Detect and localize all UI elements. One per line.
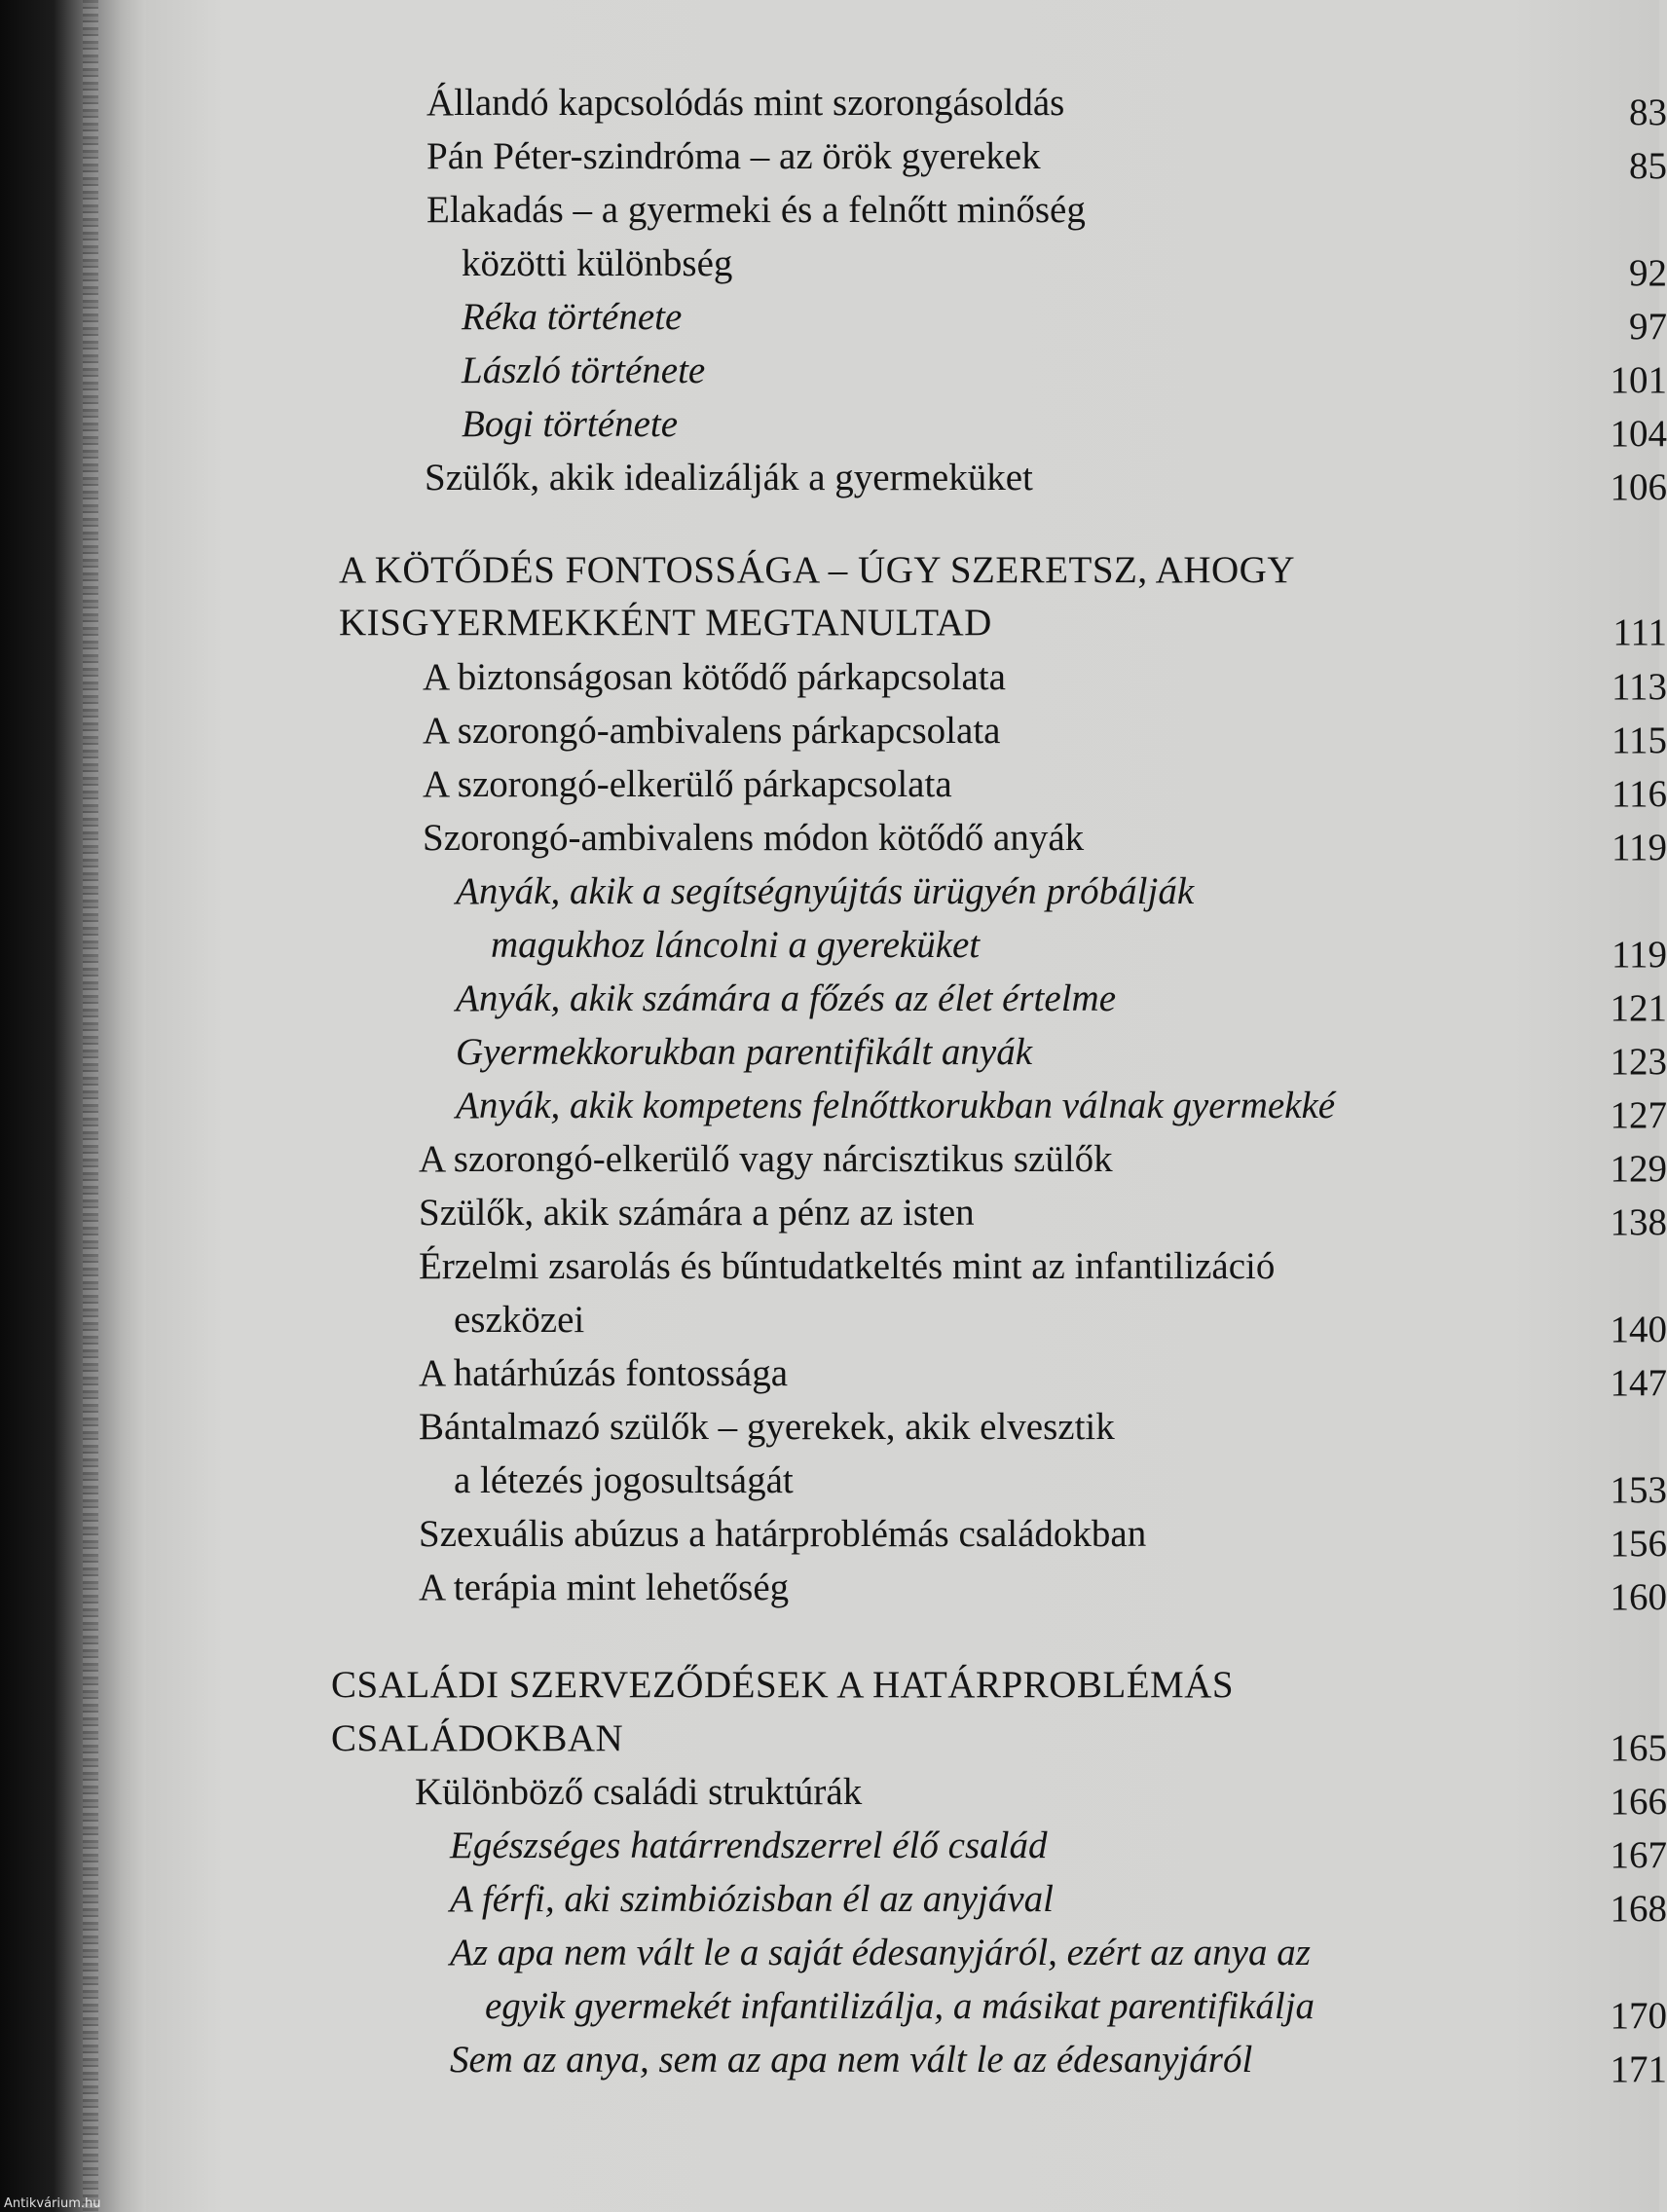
toc-page-number: 153 xyxy=(1610,1469,1667,1511)
toc-page-number: 160 xyxy=(1610,1576,1667,1618)
toc-title: Az apa nem vált le a saját édesanyjáról, ezért az anya az xyxy=(450,1932,1311,1973)
toc-entry xyxy=(146,706,1667,761)
toc-title: Anyák, akik számára a főzés az élet értelme xyxy=(456,977,1117,1019)
toc-page-number: 140 xyxy=(1610,1309,1667,1350)
toc-entry xyxy=(146,759,1667,815)
toc-title: Szorongó-ambivalens módon kötődő anyák xyxy=(423,817,1085,859)
toc-entry xyxy=(146,399,1667,455)
toc-entry xyxy=(146,239,1667,294)
chapter-title: A KÖTŐDÉS FONTOSSÁGA – ÚGY SZERETSZ, AHOGY xyxy=(339,549,1296,591)
toc-entry xyxy=(146,866,1667,917)
toc-page-number: 138 xyxy=(1610,1201,1667,1243)
toc-entry xyxy=(146,1981,1667,2037)
toc-page-number: 170 xyxy=(1610,1995,1667,2037)
toc-title: közötti különbség xyxy=(462,242,733,284)
watermark: Antikvárium.hu xyxy=(4,2196,101,2211)
toc-title: magukhoz láncolni a gyereküket xyxy=(491,924,981,966)
toc-title: A szorongó-elkerülő vagy nárcisztikus szülők xyxy=(419,1138,1113,1180)
toc-title: Szülők, akik idealizálják a gyermeküket xyxy=(425,457,1033,498)
toc-entry xyxy=(146,131,1667,187)
toc-page-number: 129 xyxy=(1610,1148,1667,1190)
toc-page-number: 166 xyxy=(1610,1781,1667,1823)
chapter-heading xyxy=(146,1660,1667,1711)
chapter-title: KISGYERMEKKÉNT MEGTANULTAD xyxy=(339,602,992,644)
toc-page-number: 119 xyxy=(1611,934,1667,976)
toc-entry xyxy=(146,920,1667,976)
toc-page-number: 101 xyxy=(1610,359,1667,401)
toc-title: Réka története xyxy=(462,296,683,338)
toc-page-number: 171 xyxy=(1610,2048,1667,2090)
toc-page-number: 92 xyxy=(1629,252,1667,294)
toc-title: Érzelmi zsarolás és bűntudatkeltés mint az infantilizáció xyxy=(419,1245,1276,1287)
toc-title: Anyák, akik a segítségnyújtás ürügyén próbálják xyxy=(456,870,1195,912)
toc-entry xyxy=(146,1928,1667,1978)
toc-title: Bogi története xyxy=(462,403,679,445)
toc-entry xyxy=(146,1563,1667,1618)
toc-entry xyxy=(146,185,1667,236)
toc-title: A határhúzás fontossága xyxy=(419,1352,789,1394)
toc-page-number: 85 xyxy=(1629,145,1667,187)
toc-page xyxy=(146,0,1667,2212)
toc-entry xyxy=(146,1767,1667,1823)
toc-page-number: 104 xyxy=(1610,413,1667,455)
book-binding xyxy=(0,0,146,2212)
toc-title: egyik gyermekét infantilizálja, a másikat parentifikálja xyxy=(485,1985,1315,2027)
toc-title: Bántalmazó szülők – gyerekek, akik elvesztik xyxy=(419,1406,1115,1448)
toc-title: Anyák, akik kompetens felnőttkorukban válnak gyermekké xyxy=(456,1085,1336,1126)
toc-entry xyxy=(146,1402,1667,1453)
toc-page-number: 97 xyxy=(1629,306,1667,348)
toc-page-number: 147 xyxy=(1610,1362,1667,1404)
toc-page-number: 83 xyxy=(1629,92,1667,133)
toc-title: Állandó kapcsolódás mint szorongásoldás xyxy=(426,82,1065,124)
toc-entry xyxy=(146,1241,1667,1292)
toc-title: Különböző családi struktúrák xyxy=(415,1771,863,1813)
toc-entry xyxy=(146,1188,1667,1243)
toc-page-number: 106 xyxy=(1610,466,1667,508)
toc-page-number: 113 xyxy=(1611,666,1667,708)
toc-title: Elakadás – a gyermeki és a felnőtt minőség xyxy=(426,189,1086,231)
toc-title: Gyermekkorukban parentifikált anyák xyxy=(456,1031,1033,1073)
toc-page-number: 111 xyxy=(1612,611,1667,653)
toc-page-number: 119 xyxy=(1611,827,1667,868)
toc-title: László története xyxy=(462,350,706,391)
toc-entry xyxy=(146,1456,1667,1511)
toc-title: a létezés jogosultságát xyxy=(454,1459,794,1501)
toc-title: A szorongó-elkerülő párkapcsolata xyxy=(423,763,952,805)
toc-entry xyxy=(146,346,1667,401)
toc-title: A szorongó-ambivalens párkapcsolata xyxy=(423,710,1001,752)
toc-entry xyxy=(146,813,1667,868)
toc-entry xyxy=(146,652,1667,708)
binding-edge xyxy=(83,0,98,2212)
toc-title: A biztonságosan kötődő párkapcsolata xyxy=(423,656,1006,698)
chapter-heading xyxy=(146,598,1667,653)
toc-entry xyxy=(146,1295,1667,1350)
toc-page-number: 156 xyxy=(1610,1523,1667,1565)
toc-page-number: 127 xyxy=(1610,1094,1667,1136)
chapter-title: CSALÁDOKBAN xyxy=(331,1717,624,1759)
toc-page-number: 115 xyxy=(1611,719,1667,761)
toc-title: Pán Péter-szindróma – az örök gyerekek xyxy=(426,135,1041,177)
toc-page-number: 167 xyxy=(1610,1834,1667,1876)
toc-entry xyxy=(146,292,1667,348)
toc-title: Szülők, akik számára a pénz az isten xyxy=(419,1192,975,1234)
toc-entry xyxy=(146,78,1667,133)
toc-title: Szexuális abúzus a határproblémás családokban xyxy=(419,1513,1147,1555)
toc-entry xyxy=(146,1027,1667,1083)
toc-entry xyxy=(146,1821,1667,1876)
toc-title: eszközei xyxy=(454,1299,585,1341)
chapter-heading xyxy=(146,1714,1667,1769)
toc-page-number: 116 xyxy=(1611,773,1667,815)
chapter-title: CSALÁDI SZERVEZŐDÉSEK A HATÁRPROBLÉMÁS xyxy=(331,1664,1235,1706)
toc-title: A férfi, aki szimbiózisban él az anyjával xyxy=(450,1878,1055,1920)
toc-entry xyxy=(146,453,1667,508)
toc-entry xyxy=(146,1081,1667,1136)
toc-entry xyxy=(146,2035,1667,2090)
toc-entry xyxy=(146,974,1667,1029)
toc-page-number: 168 xyxy=(1610,1888,1667,1930)
toc-page-number: 121 xyxy=(1610,987,1667,1029)
toc-title: Sem az anya, sem az apa nem vált le az édesanyjáról xyxy=(450,2039,1253,2081)
toc-title: Egészséges határrendszerrel élő család xyxy=(450,1825,1048,1866)
chapter-heading xyxy=(146,545,1667,596)
toc-page-number: 123 xyxy=(1610,1041,1667,1083)
toc-entry xyxy=(146,1134,1667,1190)
toc-page-number: 165 xyxy=(1610,1727,1667,1769)
toc-title: A terápia mint lehetőség xyxy=(419,1567,790,1608)
toc-entry xyxy=(146,1348,1667,1404)
toc-entry xyxy=(146,1509,1667,1565)
toc-entry xyxy=(146,1874,1667,1930)
